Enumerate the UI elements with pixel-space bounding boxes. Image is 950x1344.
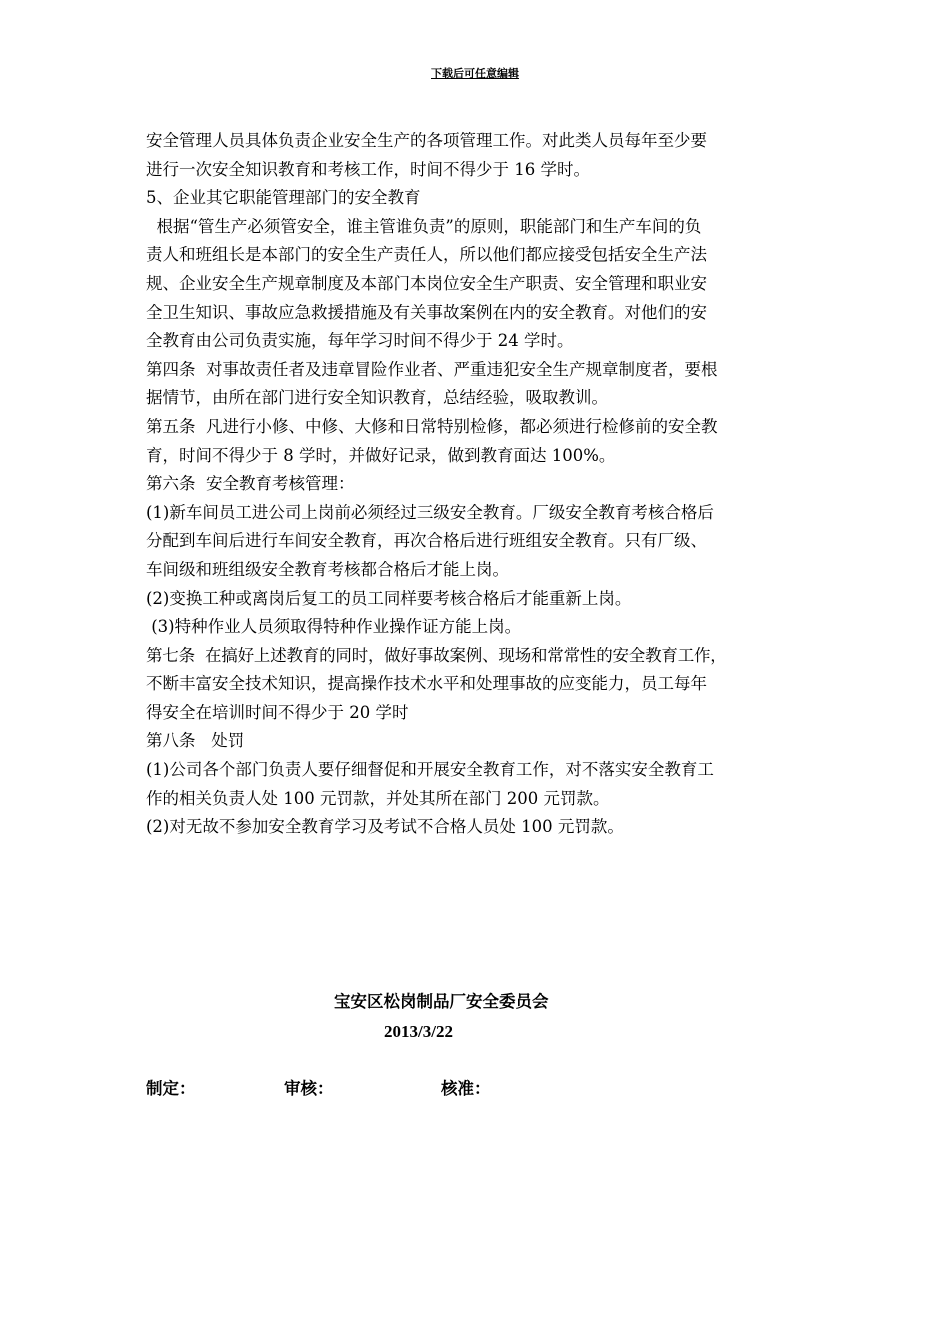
body-line: 规、企业安全生产规章制度及本部门本岗位安全生产职责、安全管理和职业安: [146, 273, 707, 293]
document-body: [146, 127, 818, 842]
body-line: 得安全在培训时间不得少于 20 学时: [146, 702, 409, 722]
body-line: 安全管理人员具体负责企业安全生产的各项管理工作。对此类人员每年至少要: [146, 131, 707, 150]
body-line: (2)对无故不参加安全教育学习及考试不合格人员处 100 元罚款。: [146, 817, 624, 837]
organization-name: 宝安区松岗制品厂安全委员会: [334, 992, 549, 1011]
download-note: [0, 66, 950, 82]
article-5: 第五条 凡进行小修、中修、大修和日常特别检修，都必须进行检修前的安全教: [146, 416, 718, 436]
body-line: (1)新车间员工进公司上岗前必须经过三级安全教育。厂级安全教育考核合格后: [146, 502, 714, 522]
article-6: 第六条 安全教育考核管理：: [146, 474, 355, 494]
body-line: (3)特种作业人员须取得特种作业操作证方能上岗。: [146, 617, 522, 637]
body-line: 车间级和班组级安全教育考核都合格后才能上岗。: [146, 559, 509, 579]
download-note-text: 下载后可任意编辑: [431, 67, 519, 80]
body-line: 进行一次安全知识教育和考核工作，时间不得少于 16 学时。: [146, 159, 590, 179]
approved-by-label: 核准：: [441, 1079, 491, 1098]
body-line: (2)变换工种或离岗后复工的员工同样要考核合格后才能重新上岗。: [146, 588, 632, 608]
body-line: 育，时间不得少于 8 学时，并做好记录，做到教育面达 100%。: [146, 445, 616, 465]
section-heading: 5、企业其它职能管理部门的安全教育: [146, 188, 421, 208]
article-8: 第八条 处罚: [146, 731, 245, 751]
body-line: 责人和班组长是本部门的安全生产责任人，所以他们都应接受包括安全生产法: [146, 245, 707, 265]
body-line: 不断丰富安全技术知识，提高操作技术水平和处理事故的应变能力，员工每年: [146, 674, 707, 694]
body-line: 分配到车间后进行车间安全教育，再次合格后进行班组安全教育。只有厂级、: [146, 531, 707, 551]
article-7: 第七条 在搞好上述教育的同时，做好事故案例、现场和常常性的安全教育工作，: [146, 645, 727, 665]
reviewed-by-label: 审核：: [284, 1079, 334, 1098]
body-line: (1)公司各个部门负责人要仔细督促和开展安全教育工作，对不落实安全教育工: [146, 760, 714, 780]
article-4: 第四条 对事故责任者及违章冒险作业者、严重违犯安全生产规章制度者，要根: [146, 359, 718, 379]
document-date: 2013/3/22: [384, 1022, 453, 1041]
made-by-label: 制定：: [146, 1079, 196, 1098]
body-line: 全教育由公司负责实施，每年学习时间不得少于 24 学时。: [146, 331, 574, 351]
body-line: 据情节，由所在部门进行安全知识教育，总结经验，吸取教训。: [146, 388, 608, 408]
body-line: 作的相关负责人处 100 元罚款，并处其所在部门 200 元罚款。: [146, 788, 610, 808]
body-line: 全卫生知识、事故应急救援措施及有关事故案例在内的安全教育。对他们的安: [146, 302, 707, 322]
body-line: 根据“管生产必须管安全，谁主管谁负责”的原则，职能部门和生产车间的负: [146, 216, 702, 236]
